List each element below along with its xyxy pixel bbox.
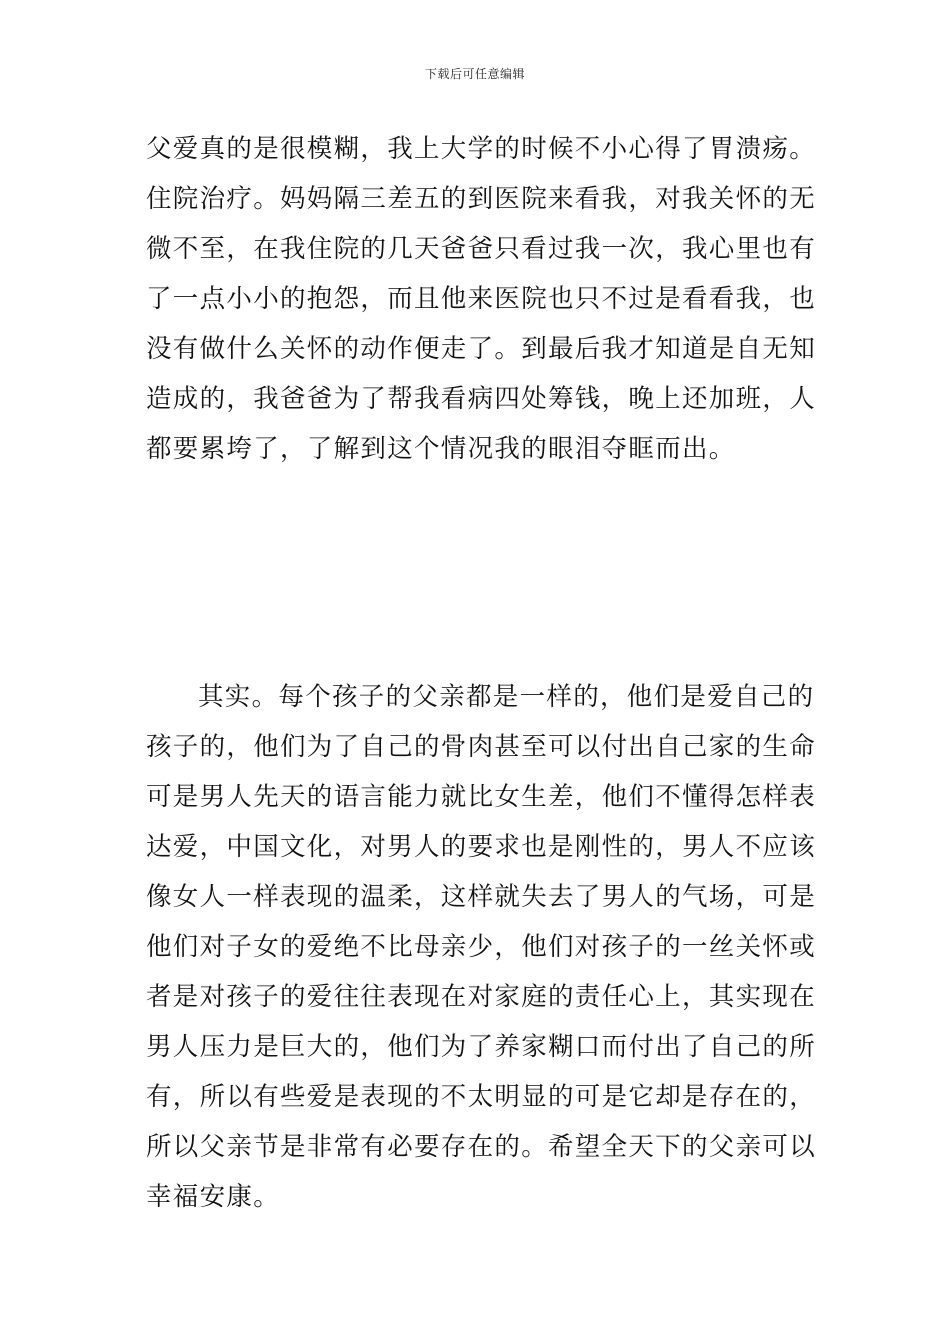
paragraph-line: 其实。每个孩子的父亲都是一样的，他们是爱自己的 [198, 682, 815, 712]
paragraph-1 [146, 124, 817, 474]
paragraph-line: 没有做什么关怀的动作便走了。到最后我才知道是自无知 [146, 334, 817, 364]
paragraph-2 [146, 672, 817, 1222]
paragraph-line: 像女人一样表现的温柔，这样就失去了男人的气场，可是 [146, 882, 817, 912]
paragraph-line: 他们对子女的爱绝不比母亲少，他们对孩子的一丝关怀或 [146, 932, 817, 962]
paragraph-line: 都要累垮了，了解到这个情况我的眼泪夺眶而出。 [146, 434, 736, 464]
paragraph-line: 孩子的，他们为了自己的骨肉甚至可以付出自己家的生命 [146, 732, 817, 762]
paragraph-line: 可是男人先天的语言能力就比女生差，他们不懂得怎样表 [146, 782, 817, 812]
paragraph-line: 男人压力是巨大的，他们为了养家糊口而付出了自己的所 [146, 1032, 817, 1062]
paragraph-line: 造成的，我爸爸为了帮我看病四处筹钱，晚上还加班，人 [146, 384, 817, 414]
page-header: 下载后可任意编辑 [424, 67, 525, 81]
paragraph-line: 了一点小小的抱怨，而且他来医院也只不过是看看我，也 [146, 284, 817, 314]
paragraph-line: 微不至，在我住院的几天爸爸只看过我一次，我心里也有 [146, 234, 817, 264]
paragraph-line: 幸福安康。 [146, 1182, 281, 1212]
paragraph-line: 住院治疗。妈妈隔三差五的到医院来看我，对我关怀的无 [146, 184, 817, 214]
paragraph-line: 所以父亲节是非常有必要存在的。希望全天下的父亲可以 [146, 1132, 817, 1162]
paragraph-line: 达爱，中国文化，对男人的要求也是刚性的，男人不应该 [146, 832, 817, 862]
paragraph-line: 父爱真的是很模糊，我上大学的时候不小心得了胃溃疡。 [146, 134, 817, 164]
paragraph-line: 者是对孩子的爱往往表现在对家庭的责任心上，其实现在 [146, 982, 817, 1012]
paragraph-line: 有，所以有些爱是表现的不太明显的可是它却是存在的， [146, 1082, 817, 1112]
